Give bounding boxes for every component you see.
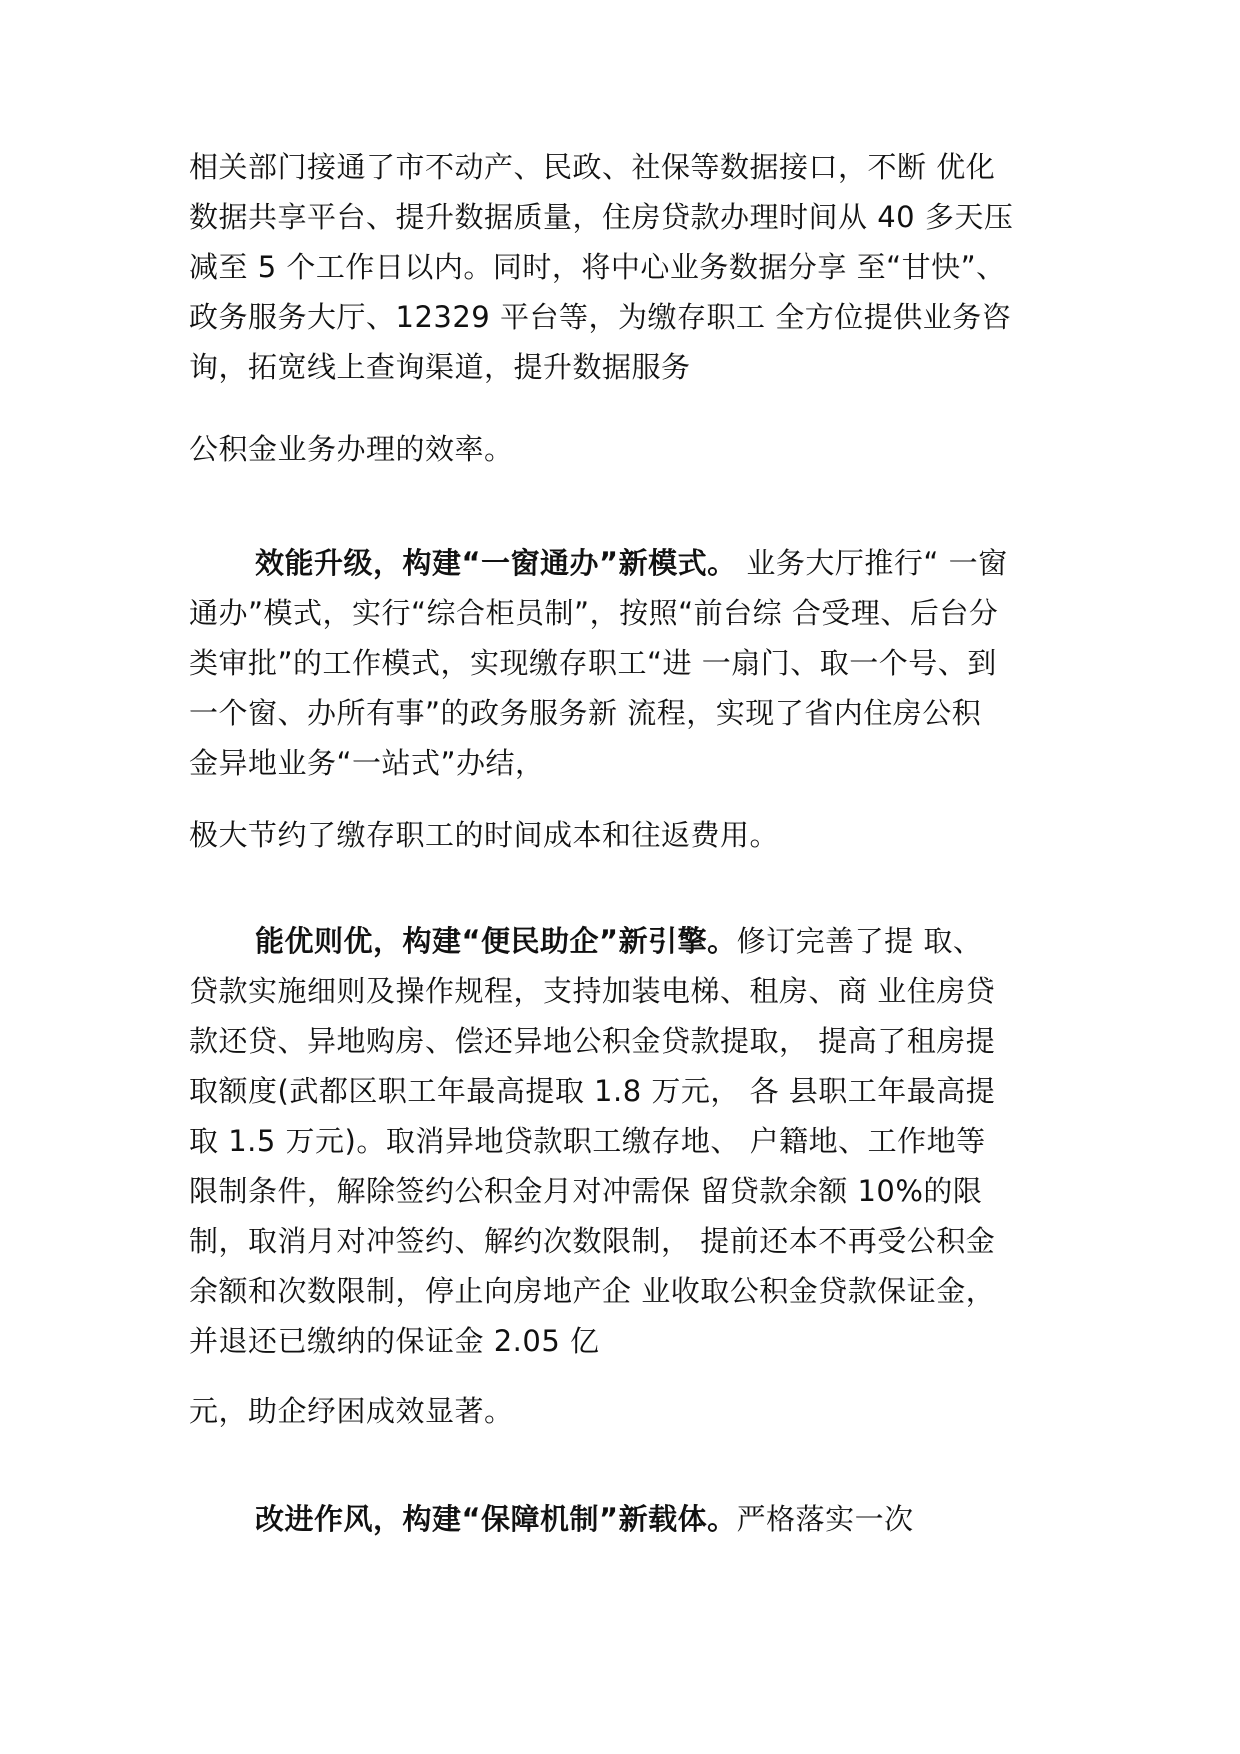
text-line: 余额和次数限制，停止向房地产企 业收取公积金贷款保证金， [189,1274,996,1308]
text-line: 限制条件，解除签约公积金月对冲需保 留贷款余额 10%的限 [189,1174,983,1208]
text-span: 修订完善了提 取、 [736,924,983,958]
text-line: 公积金业务办理的效率。 [189,432,514,466]
text-line: 制，取消月对冲签约、解约次数限制， 提前还本不再受公积金 [189,1224,996,1258]
section-heading-line [255,916,1135,966]
text-line: 一个窗、办所有事”的政务服务新 流程，实现了省内住房公积 [189,696,982,730]
text-line: 贷款实施细则及操作规程，支持加装电梯、租房、商 业住房贷 [189,974,996,1008]
text-line: 数据共享平台、提升数据质量，住房贷款办理时间从 40 多天压 [189,200,1014,234]
text-line: 极大节约了缴存职工的时间成本和往返费用。 [189,818,780,852]
text-line: 减至 5 个工作日以内。同时，将中心业务数据分享 至“甘快”、 [189,250,1006,284]
text-line: 元，助企纾困成效显著。 [189,1394,514,1428]
section-heading: 改进作风，构建“保障机制”新载体。 [255,1502,737,1536]
section-heading: 能优则优，构建“便民助企”新引擎。 [255,924,737,958]
section-heading-line [255,538,1135,588]
section-heading-line [255,1494,1135,1544]
text-line: 金异地业务“一站式”办结， [189,746,545,780]
text-line: 并退还已缴纳的保证金 2.05 亿 [189,1324,600,1358]
text-line: 通办”模式，实行“综合柜员制”，按照“前台综 合受理、后台分 [189,596,999,630]
text-line: 政务服务大厅、12329 平台等，为缴存职工 全方位提供业务咨 [189,300,1012,334]
text-line: 相关部门接通了市不动产、民政、社保等数据接口，不断 优化 [189,150,996,184]
text-span: 严格落实一次 [736,1502,914,1536]
section-heading: 效能升级，构建“一窗通办”新模式。 [255,546,737,580]
text-line: 询，拓宽线上查询渠道，提升数据服务 [189,350,691,384]
text-line: 取额度(武都区职工年最高提取 1.8 万元， 各 县职工年最高提 [189,1074,996,1108]
text-span: 业务大厅推行“ 一窗 [736,546,1008,580]
text-line: 款还贷、异地购房、偿还异地公积金贷款提取， 提高了租房提 [189,1024,996,1058]
text-line: 类审批”的工作模式，实现缴存职工“进 一扇门、取一个号、到 [189,646,997,680]
text-line: 取 1.5 万元)。取消异地贷款职工缴存地、 户籍地、工作地等 [189,1124,986,1158]
